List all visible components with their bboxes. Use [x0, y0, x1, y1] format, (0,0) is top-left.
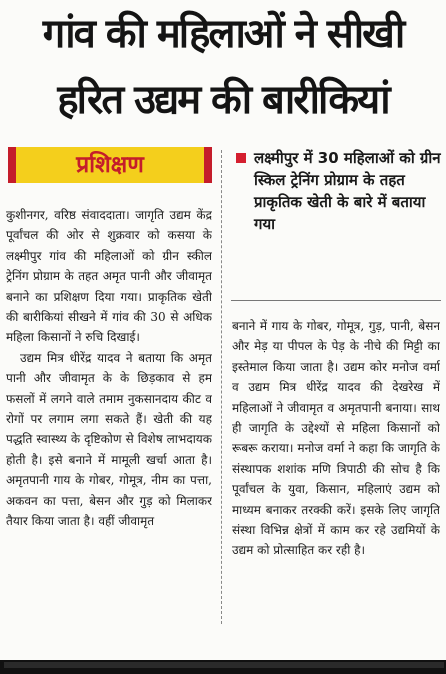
- highlight-box: [236, 147, 440, 297]
- column1-paragraph-2: उद्यम मित्र धीरेंद्र यादव ने बताया कि अमृत पानी और जीवामृत के के छिड़काव से हम फसलों में लगने वाले तमाम नुकसानदाय कीट व रोगों पर लगाम लगा सकते हैं। खेती की यह पद्धति स्वास्थ्य के दृष्टिकोण से विशेष लाभदायक होती है। इसे बनाने में मामूली खर्चा आता है। अमृतपानी गाय के गोबर, गोमूत्र, नीम का पत्ता, अकवन का पत्ता, बेसन और गुड़ को मिलाकर तैयार किया जाता है। वहीं जीवामृत: [6, 350, 212, 529]
- column1-paragraph-1: कुशीनगर, वरिष्ठ संवाददाता। जागृति उद्यम केंद्र पूर्वांचल की ओर से शुक्रवार को कसया के लक्ष्मीपुर गांव की महिलाओं को ग्रीन स्कील ट्रेनिंग प्रोग्राम के तहत अमृत पानी और जीवामृत बनाने का प्रशिक्षण दिया गया। प्राकृतिक खेती की बारीकियां सीखने में गांव की 30 से अधिक महिला किसानों ने रुचि दिखाई।: [6, 208, 212, 345]
- square-bullet-icon: [236, 153, 246, 163]
- bottom-strip: [4, 662, 444, 668]
- highlight-text: लक्ष्मीपुर में 30 महिलाओं को ग्रीन स्किल ट्रेनिंग प्रोग्राम के तहत प्राकृतिक खेती के बारे में बताया गया: [254, 149, 441, 233]
- section-kicker-badge: [8, 147, 212, 183]
- headline-line-2: हरित उद्यम की बारीकियां: [57, 77, 389, 123]
- page-bottom-bar: [0, 660, 446, 674]
- highlight-rule: [231, 300, 441, 301]
- column2-paragraph-1: बनाने में गाय के गोबर, गोमूत्र, गुड़, पानी, बेसन और मेड़ या पीपल के पेड़ के नीचे की मिट्टी का इस्तेमाल किया जाता है। उद्यम कोर मनोज वर्मा व उद्यम मित्र धीरेंद्र यादव की देखरेख में महिलाओं ने जीवामृत व अमृतपानी बनाया। साथ ही जागृति के उद्देश्यों से महिला किसानों को रूबरू कराया। मनोज वर्मा ने कहा कि जागृति के संस्थापक शशांक मणि त्रिपाठी की सोच है कि पूर्वांचल के युवा, किसान, महिलाएं उद्यम को माध्यम बनाकर तरक्की करें। इसके लिए जागृति संस्था विभिन्न क्षेत्रों में काम कर रहे उद्यमियों के उद्यम को प्रोत्साहित कर रही है।: [232, 319, 440, 558]
- headline-line-1: गांव की महिलाओं ने सीखी: [42, 11, 404, 57]
- kicker-label: प्रशिक्षण: [76, 152, 144, 178]
- article-column-1: [6, 205, 212, 623]
- article-column-2: [232, 316, 440, 622]
- column-divider: [221, 150, 222, 624]
